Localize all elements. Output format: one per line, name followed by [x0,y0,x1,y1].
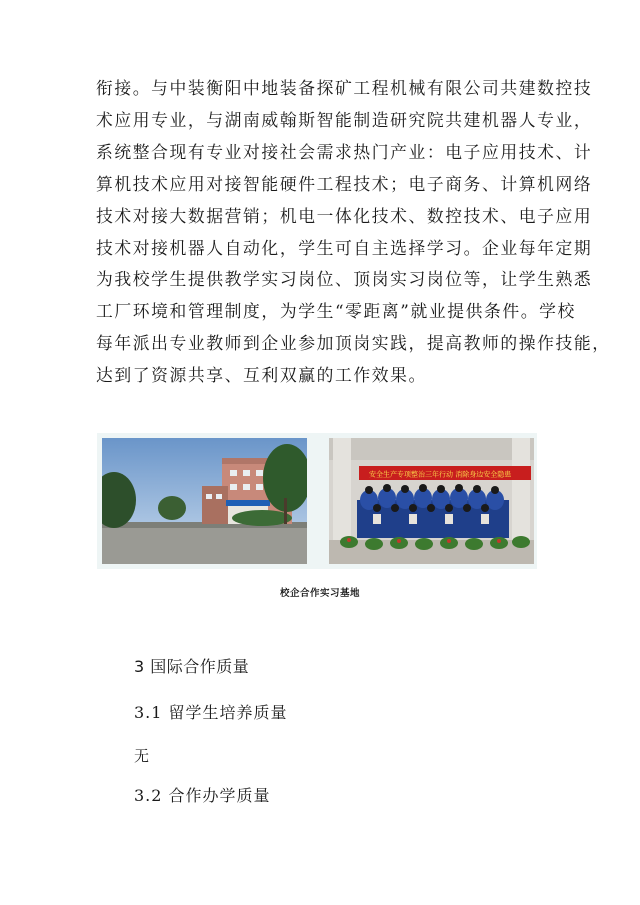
subsection-heading-3-1: 3.1 留学生培养质量 [134,703,288,722]
photo-strip [97,433,537,569]
paragraph-line: 技术对接大数据营销；机电一体化技术、数控技术、电子应用 [96,205,593,226]
paragraph-line: 术应用专业，与湖南威翰斯智能制造研究院共建机器人专业， [96,109,593,130]
section-heading: 3 国际合作质量 [134,657,250,676]
paragraph-line: 为我校学生提供教学实习岗位、顶岗实习岗位等，让学生熟悉 [96,269,593,290]
paragraph-line: 系统整合现有专业对接社会需求热门产业：电子应用技术、计 [96,141,593,162]
paragraph-line: 算机技术应用对接智能硬件工程技术；电子商务、计算机网络 [96,173,593,194]
paragraph-line: 技术对接机器人自动化，学生可自主选择学习。企业每年定期 [96,237,593,258]
paragraph-line: 每年派出专业教师到企业参加顶岗实践，提高教师的操作技能， [96,333,611,354]
paragraph-line: 衔接。与中装衡阳中地装备探矿工程机械有限公司共建数控技 [96,78,593,98]
campus-building-photo [102,438,307,564]
paragraph-line: 工厂环境和管理制度，为学生“零距离”就业提供条件。学校 [96,301,576,322]
subsection-heading-3-2: 3.2 合作办学质量 [134,786,271,805]
photo-caption: 校企合作实习基地 [279,588,360,599]
banner-text: 安全生产专项整治三年行动 消除身边安全隐患 [369,470,512,479]
subsection-3-1-body: 无 [134,747,150,765]
body-paragraph [96,73,611,392]
group-photo [329,438,534,564]
paragraph-line: 达到了资源共享、互利双赢的工作效果。 [96,365,427,386]
